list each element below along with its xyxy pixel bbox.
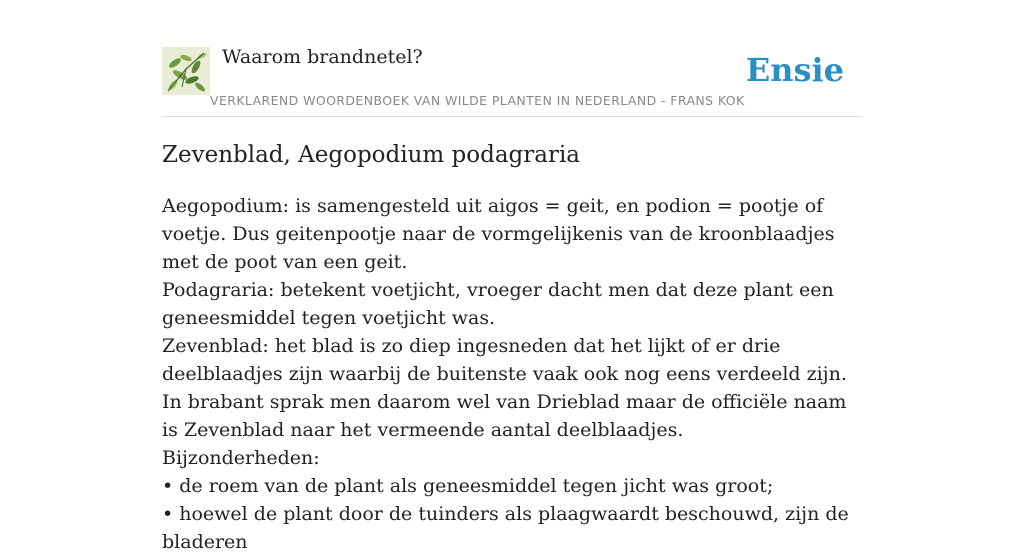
paragraph-aegopodium: Aegopodium: is samengesteld uit aigos = geit, en podion = pootje of voetje. Dus geitenpootje naar de vormgelijkenis van de kroonblaadjes met de poot van een geit.: [162, 195, 835, 273]
ensie-logo[interactable]: Ensie: [745, 51, 844, 89]
paragraph-zevenblad: Zevenblad: het blad is zo diep ingesneden dat het lijkt of er drie deelblaadjes zijn waarbij de buitenste vaak ook nog eens verdeeld zijn. In brabant sprak men daarom wel van Drieblad maar de officiële naam is Zevenblad naar het vermeende aantal deelblaadjes.: [162, 335, 847, 441]
question-title[interactable]: Waarom brandnetel?: [222, 46, 423, 68]
entry-title: Zevenblad, Aegopodium podagraria: [162, 142, 581, 168]
entry-body: [162, 192, 864, 556]
paragraph-bijzonderheden: Bijzonderheden:: [162, 447, 320, 469]
leaf-avatar-icon[interactable]: [162, 47, 210, 95]
entry-header: [162, 44, 862, 117]
paragraph-podagraria: Podagraria: betekent voetjicht, vroeger dacht men dat deze plant een geneesmiddel tegen voetjicht was.: [162, 279, 834, 329]
source-title[interactable]: VERKLAREND WOORDENBOEK VAN WILDE PLANTEN IN NEDERLAND - FRANS KOK: [210, 93, 745, 108]
list-item: • de roem van de plant als geneesmiddel tegen jicht was groot;: [162, 475, 774, 497]
leaf-icon: [162, 47, 210, 95]
entry-content: [162, 138, 864, 556]
list-item: • hoewel de plant door de tuinders als plaagwaardt beschouwd, zijn de bladeren: [162, 503, 849, 553]
